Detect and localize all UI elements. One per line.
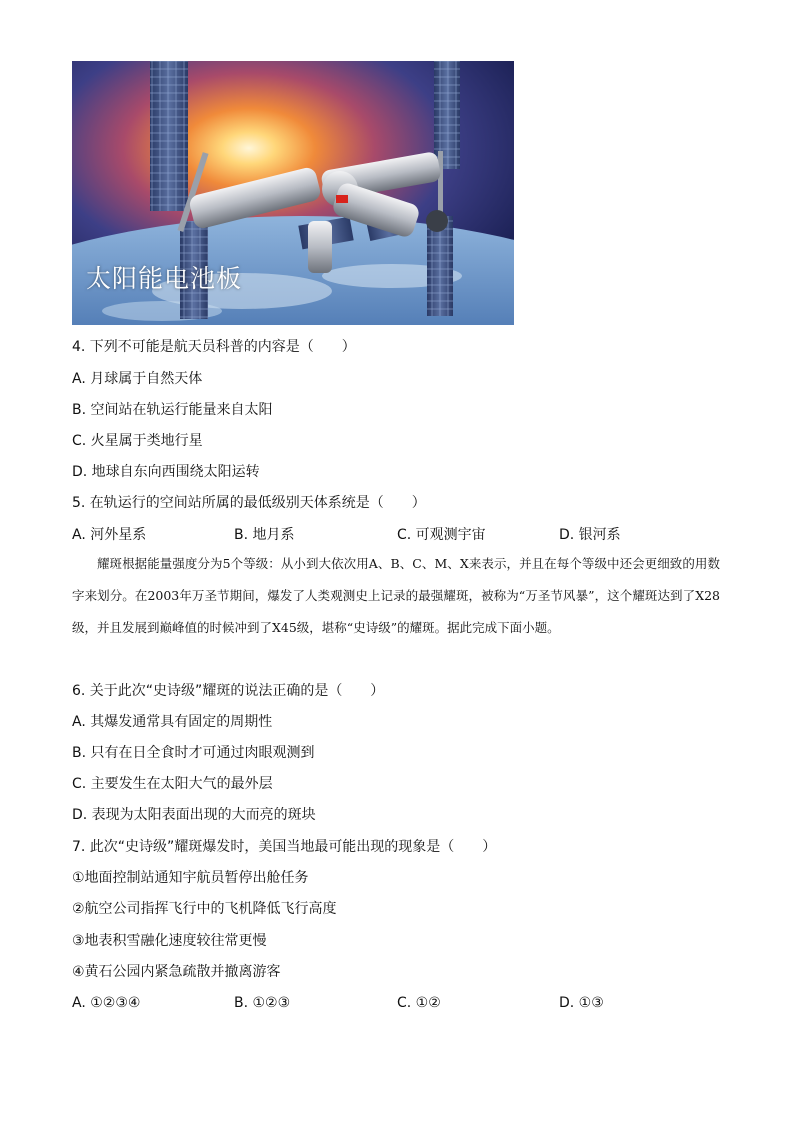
q6-option-a: A. 其爆发通常具有固定的周期性 (72, 714, 273, 730)
q4-option-c: C. 火星属于类地行星 (72, 433, 203, 449)
q4-option-d: D. 地球自东向西围绕太阳运转 (72, 464, 260, 480)
space-station-figure (72, 61, 514, 325)
q5-stem: 5. 在轨运行的空间站所属的最低级别天体系统是（ ） (72, 495, 426, 511)
q5-option-c: C. 可观测宇宙 (397, 527, 486, 543)
q7-option-a: A. ①②③④ (72, 995, 141, 1011)
q4-stem: 4. 下列不可能是航天员科普的内容是（ ） (72, 339, 356, 355)
q7-stem: 7. 此次“史诗级”耀斑爆发时，美国当地最可能出现的现象是（ ） (72, 839, 497, 855)
q5-option-a: A. 河外星系 (72, 527, 147, 543)
q7-item-4: ④黄石公园内紧急疏散并撤离游客 (72, 964, 281, 980)
q7-item-1: ①地面控制站通知宇航员暂停出舱任务 (72, 870, 309, 886)
q7-option-c: C. ①② (397, 995, 441, 1011)
q5-option-b: B. 地月系 (234, 527, 295, 543)
q7-item-2: ②航空公司指挥飞行中的飞机降低飞行高度 (72, 901, 337, 917)
q7-options (72, 994, 672, 1012)
q5-option-d: D. 银河系 (559, 527, 621, 543)
q4-option-a: A. 月球属于自然天体 (72, 371, 203, 387)
passage: 耀斑根据能量强度分为5个等级：从小到大依次用A、B、C、M、X来表示，并且在每个等级中还会更细致的用数字来划分。在2003年万圣节期间，爆发了人类观测史上记录的最强耀斑，被称为“万圣节风暴”，这个耀斑达到了X28级，并且发展到巅峰值的时候冲到了X45级，堪称“史诗级”的耀斑。据此完成下面小题。 (72, 556, 720, 635)
q4-option-b: B. 空间站在轨运行能量来自太阳 (72, 402, 273, 418)
q6-option-d: D. 表现为太阳表面出现的大而亮的斑块 (72, 807, 316, 823)
q7-item-3: ③地表积雪融化速度较往常更慢 (72, 933, 267, 949)
q6-option-b: B. 只有在日全食时才可通过肉眼观测到 (72, 745, 315, 761)
q6-stem: 6. 关于此次“史诗级”耀斑的说法正确的是（ ） (72, 683, 385, 699)
q6-option-c: C. 主要发生在太阳大气的最外层 (72, 776, 273, 792)
q5-options (72, 526, 672, 544)
q7-option-d: D. ①③ (559, 995, 604, 1011)
figure-caption: 太阳能电池板 (86, 264, 243, 293)
q7-option-b: B. ①②③ (234, 995, 291, 1011)
